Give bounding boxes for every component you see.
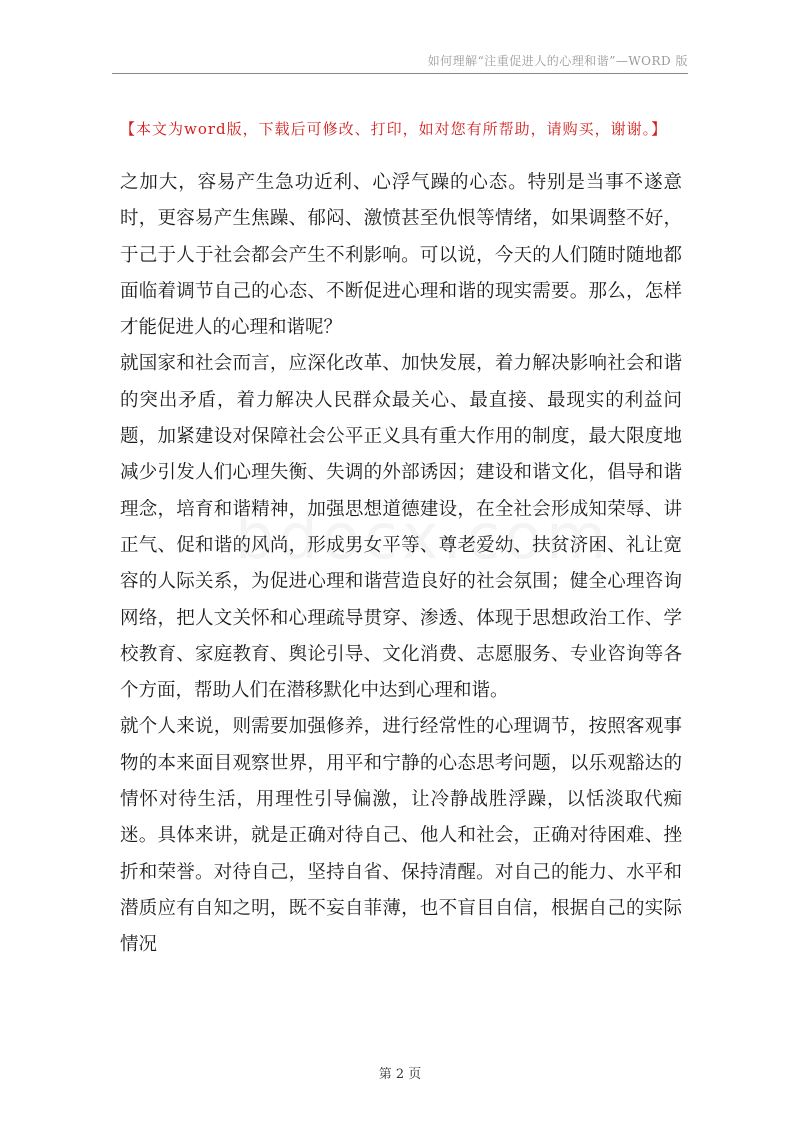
document-body: [120, 165, 682, 964]
header-divider: [112, 73, 688, 74]
page-number: 第 2 页: [378, 1067, 422, 1082]
download-notice: 【本文为word版，下载后可修改、打印，如对您有所帮助，请购买，谢谢。】: [120, 120, 668, 138]
paragraph-1: 之加大，容易产生急功近利、心浮气躁的心态。特别是当事不遂意时，更容易产生焦躁、郁闷、激愤甚至仇恨等情绪，如果调整不好，于己于人于社会都会产生不利影响。可以说，今天的人们随时随地都面临着调节自己的心态、不断促进心理和谐的现实需要。那么，怎样才能促进人的心理和谐呢？: [120, 172, 682, 339]
paragraph-2: 就国家和社会而言，应深化改革、加快发展，着力解决影响社会和谐的突出矛盾，着力解决人民群众最关心、最直接、最现实的利益问题，加紧建设对保障社会公平正义具有重大作用的制度，最大限度地减少引发人们心理失衡、失调的外部诱因；建设和谐文化，倡导和谐理念，培育和谐精神，加强思想道德建设，在全社会形成知荣辱、讲正气、促和谐的风尚，形成男女平等、尊老爱幼、扶贫济困、礼让宽容的人际关系，为促进心理和谐营造良好的社会氛围；健全心理咨询网络，把人文关怀和心理疏导贯穿、渗透、体现于思想政治工作、学校教育、家庭教育、舆论引导、文化消费、志愿服务、专业咨询等各个方面，帮助人们在潜移默化中达到心理和谐。: [120, 353, 682, 702]
paragraph-3: 就个人来说，则需要加强修养，进行经常性的心理调节，按照客观事物的本来面目观察世界，用平和宁静的心态思考问题，以乐观豁达的情怀对待生活，用理性引导偏激，让冷静战胜浮躁，以恬淡取代痴迷。具体来讲，就是正确对待自己、他人和社会，正确对待困难、挫折和荣誉。对待自己，坚持自省、保持清醒。对自己的能力、水平和潜质应有自知之明，既不妄自菲薄，也不盲目自信，根据自己的实际情况: [120, 716, 682, 956]
running-header: 如何理解“注重促进人的心理和谐”—WORD 版: [427, 54, 688, 68]
